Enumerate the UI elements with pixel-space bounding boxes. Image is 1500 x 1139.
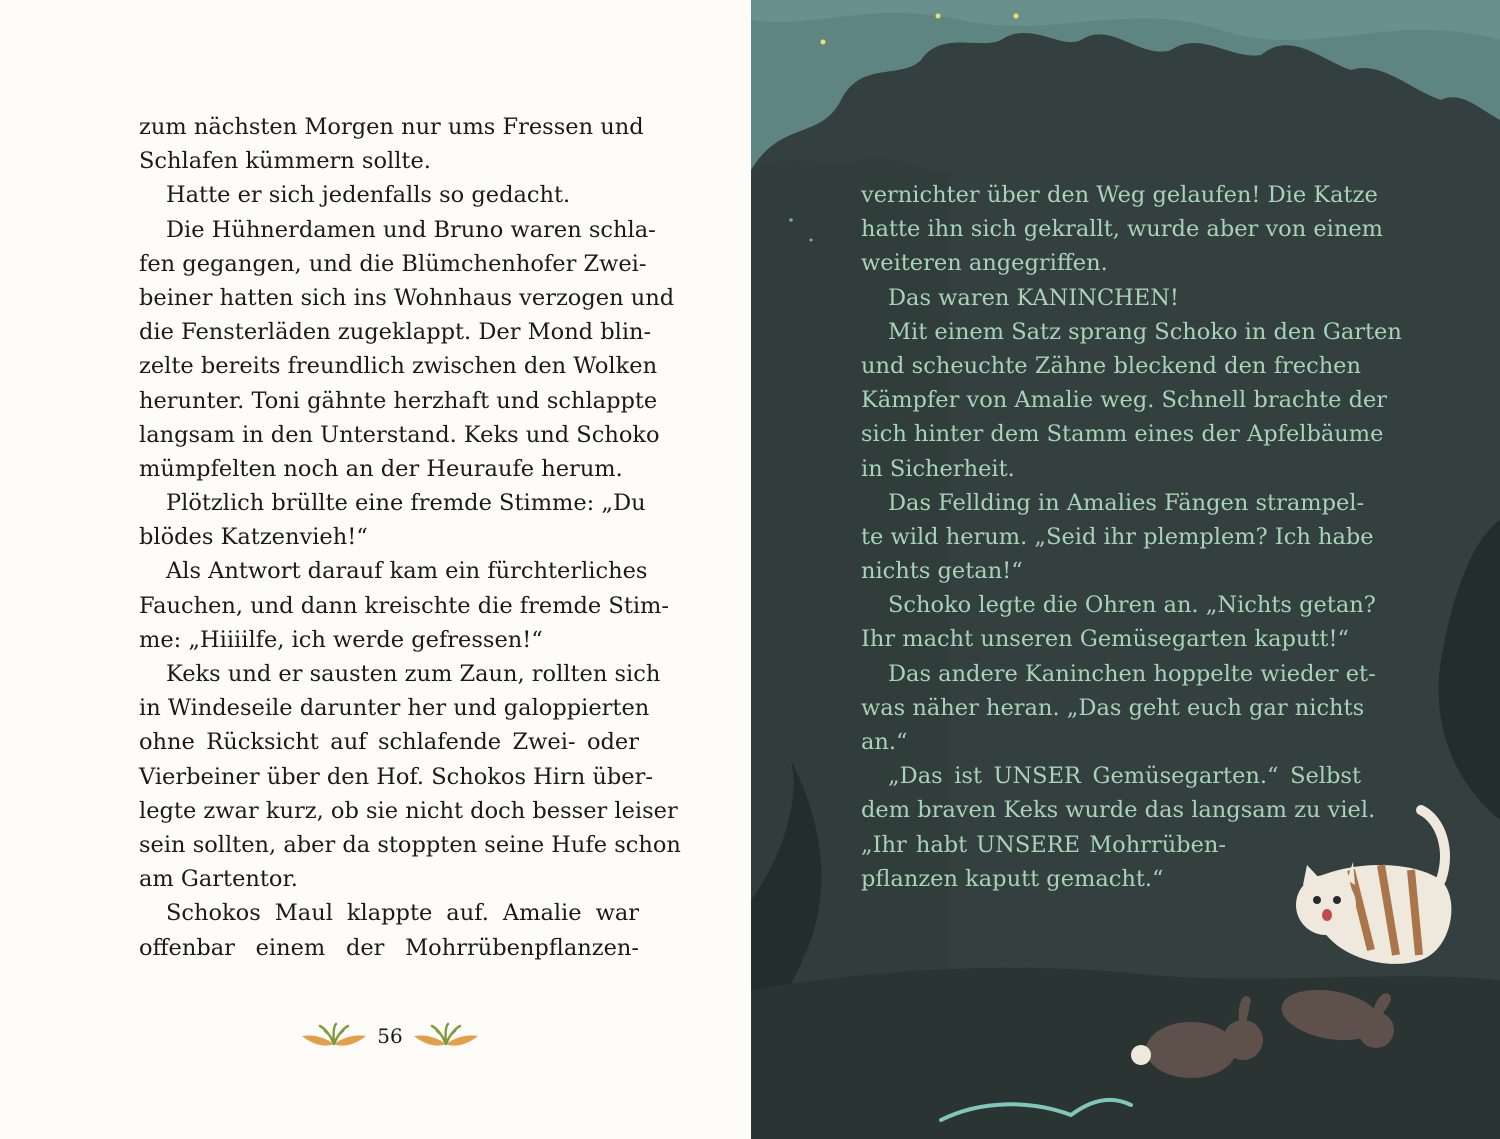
- text-line: Mit einem Satz sprang Schoko in den Garten: [888, 318, 1402, 345]
- text-line: ohne Rücksicht auf schlafende Zwei- oder: [139, 729, 639, 756]
- text-line: Schokos Maul klappte auf. Amalie war: [166, 900, 639, 927]
- text-line: Hatte er sich jedenfalls so gedacht.: [166, 182, 571, 209]
- text-line: Als Antwort darauf kam ein fürchterliches: [166, 558, 648, 585]
- text-line: Die Hühnerdamen und Bruno waren schla-: [166, 216, 656, 243]
- firefly: [936, 14, 941, 19]
- firefly: [821, 40, 826, 45]
- text-line: Fauchen, und dann kreischte die fremde Stim-: [139, 592, 669, 619]
- text-line: Schoko legte die Ohren an. „Nichts getan?: [888, 592, 1376, 619]
- page-footer: [300, 1018, 480, 1058]
- text-line: Das waren KANINCHEN!: [888, 284, 1179, 311]
- firefly: [1014, 14, 1019, 19]
- text-line: „Ihr habt UNSERE Mohrrüben-: [861, 831, 1226, 858]
- text-line: Schlafen kümmern sollte.: [139, 148, 431, 175]
- text-line: in Sicherheit.: [861, 455, 1015, 482]
- text-line: mümpfelten noch an der Heuraufe herum.: [139, 455, 623, 482]
- carrot-ornament-right-icon: [412, 1022, 480, 1054]
- text-line: Plötzlich brüllte eine fremde Stimme: „Du: [166, 490, 646, 517]
- text-line: beiner hatten sich ins Wohnhaus verzogen und: [139, 284, 675, 311]
- text-line: weiteren angegriffen.: [861, 250, 1108, 277]
- text-line: dem braven Keks wurde das langsam zu viel.: [861, 797, 1376, 824]
- text-line: nichts getan!“: [861, 558, 1023, 585]
- text-line: Ihr macht unseren Gemüsegarten kaputt!“: [861, 626, 1350, 653]
- text-line: langsam in den Unterstand. Keks und Schoko: [139, 421, 660, 448]
- text-line: sein sollten, aber da stoppten seine Hufe schon: [139, 831, 681, 858]
- text-line: die Fensterläden zugeklappt. Der Mond blin-: [139, 319, 652, 346]
- text-line: Das Fellding in Amalies Fängen strampel-: [888, 489, 1365, 516]
- text-line: hatte ihn sich gekrallt, wurde aber von einem: [861, 216, 1384, 243]
- firefly: [810, 239, 813, 242]
- right-page-text: [861, 178, 1402, 896]
- text-line: zelte bereits freundlich zwischen den Wolken: [139, 353, 658, 380]
- text-line: vernichter über den Weg gelaufen! Die Katze: [861, 182, 1378, 208]
- text-line: legte zwar kurz, ob sie nicht doch besser leiser: [139, 797, 678, 824]
- text-line: Das andere Kaninchen hoppelte wieder et-: [888, 660, 1376, 687]
- text-line: te wild herum. „Seid ihr plemplem? Ich habe: [861, 523, 1374, 550]
- text-line: me: „Hiiiilfe, ich werde gefressen!“: [139, 626, 543, 653]
- text-line: an.“: [861, 729, 908, 755]
- text-line: herunter. Toni gähnte herzhaft und schlappte: [139, 387, 658, 414]
- text-line: Vierbeiner über den Hof. Schokos Hirn über-: [139, 763, 653, 790]
- text-line: zum nächsten Morgen nur ums Fressen und: [139, 114, 644, 140]
- text-line: am Gartentor.: [139, 866, 298, 893]
- text-line: „Das ist UNSER Gemüsegarten.“ Selbst: [888, 763, 1361, 790]
- firefly: [789, 218, 793, 222]
- text-line: und scheuchte Zähne bleckend den frechen: [861, 352, 1361, 379]
- text-line: blödes Katzenvieh!“: [139, 524, 368, 551]
- text-line: Kämpfer von Amalie weg. Schnell brachte der: [861, 387, 1388, 414]
- text-line: fen gegangen, und die Blümchenhofer Zwei-: [139, 250, 647, 277]
- text-line: in Windeseile darunter her und galoppierten: [139, 695, 650, 722]
- text-line: was näher heran. „Das geht euch gar nichts: [861, 694, 1365, 721]
- text-line: Keks und er sausten zum Zaun, rollten sich: [166, 661, 661, 687]
- text-line: offenbar einem der Mohrrübenpflanzen-: [139, 934, 639, 961]
- left-page-text: [139, 110, 681, 965]
- page-number: 56: [377, 1024, 403, 1048]
- carrot-ornament-left-icon: [300, 1022, 368, 1054]
- text-line: pflanzen kaputt gemacht.“: [861, 865, 1164, 892]
- text-line: sich hinter dem Stamm eines der Apfelbäume: [861, 421, 1384, 448]
